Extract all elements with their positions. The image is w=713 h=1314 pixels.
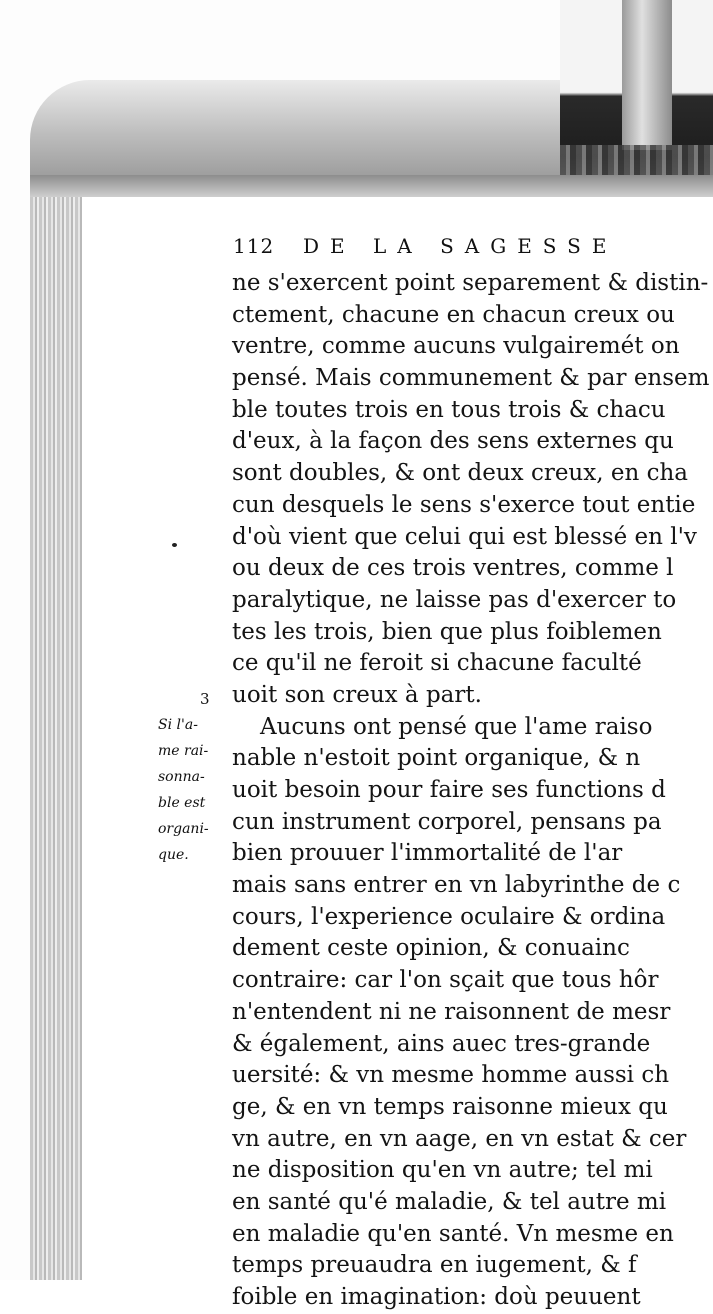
- text-line: en santé qu'é maladie, & tel autre mi: [232, 1188, 667, 1215]
- book-fore-edge: [30, 197, 82, 1280]
- text-line: temps preuaudra en iugement, & f: [232, 1252, 637, 1279]
- text-line: sont doubles, & ont deux creux, en cha: [232, 460, 688, 487]
- text-line: d'où vient que celui qui est blessé en l'v: [232, 523, 697, 550]
- text-line: & également, ains auec tres-grande: [232, 1030, 651, 1057]
- text-line: foible en imagination: doù peuuent: [232, 1284, 641, 1310]
- background-object: [560, 0, 713, 185]
- text-line: ctement, chacune en chacun creux ou: [232, 301, 675, 328]
- text-line: ne disposition qu'en vn autre; tel mi: [232, 1157, 653, 1184]
- margin-note-number: 3: [200, 690, 210, 708]
- text-line: en maladie qu'en santé. Vn mesme en: [232, 1220, 674, 1247]
- text-line: d'eux, à la façon des sens externes qu: [232, 428, 674, 455]
- text-line: uersité: & vn mesme homme aussi ch: [232, 1062, 670, 1089]
- text-line: Aucuns ont pensé que l'ame raiso: [260, 713, 653, 740]
- running-head: [233, 234, 693, 264]
- text-line: ne s'exercent point separement & distin-: [232, 270, 709, 296]
- margin-note-line: sonna-: [158, 769, 205, 785]
- running-title: DE LA SAGESSE: [303, 234, 618, 258]
- text-line: tes les trois, bien que plus foiblemen: [232, 618, 662, 645]
- ink-speck: [172, 543, 177, 547]
- text-line: mais sans entrer en vn labyrinthe de c: [232, 872, 681, 899]
- text-line: cun desquels le sens s'exerce tout entie: [232, 491, 696, 518]
- text-line: bien prouuer l'immortalité de l'ar: [232, 840, 623, 867]
- margin-note-line: ble est: [158, 795, 206, 811]
- text-line: dement ceste opinion, & conuainc: [232, 935, 630, 962]
- text-line: pensé. Mais communement & par ensem: [232, 365, 710, 392]
- margin-note-line: me rai-: [158, 743, 209, 759]
- text-line: n'entendent ni ne raisonnent de mesr: [232, 998, 671, 1025]
- page-number: 112: [233, 234, 275, 258]
- text-line: ce qu'il ne feroit si chacune faculté: [232, 650, 642, 677]
- text-line: paralytique, ne laisse pas d'exercer to: [232, 586, 677, 613]
- text-line: ou deux de ces trois ventres, comme l: [232, 555, 674, 582]
- margin-note-line: organi-: [158, 821, 209, 837]
- text-line: ble toutes trois en tous trois & chacu: [232, 396, 666, 423]
- text-line: vn autre, en vn aage, en vn estat & cer: [232, 1125, 687, 1152]
- text-line: ge, & en vn temps raisonne mieux qu: [232, 1093, 668, 1120]
- body-text: [232, 268, 713, 1314]
- text-line: uoit besoin pour faire ses functions d: [232, 777, 666, 803]
- margin-note-line: que.: [158, 847, 189, 863]
- page-top-edge: [30, 175, 713, 197]
- text-line: cours, l'experience oculaire & ordina: [232, 903, 666, 930]
- text-line: nable n'estoit point organique, & n: [232, 745, 641, 772]
- margin-note-line: Si l'a-: [158, 717, 198, 733]
- text-line: uoit son creux à part.: [232, 681, 482, 708]
- text-line: ventre, comme aucuns vulgairemét on: [232, 333, 680, 360]
- text-line: contraire: car l'on sçait que tous hôr: [232, 967, 659, 994]
- margin-note: [158, 712, 230, 868]
- text-line: cun instrument corporel, pensans pa: [232, 808, 662, 835]
